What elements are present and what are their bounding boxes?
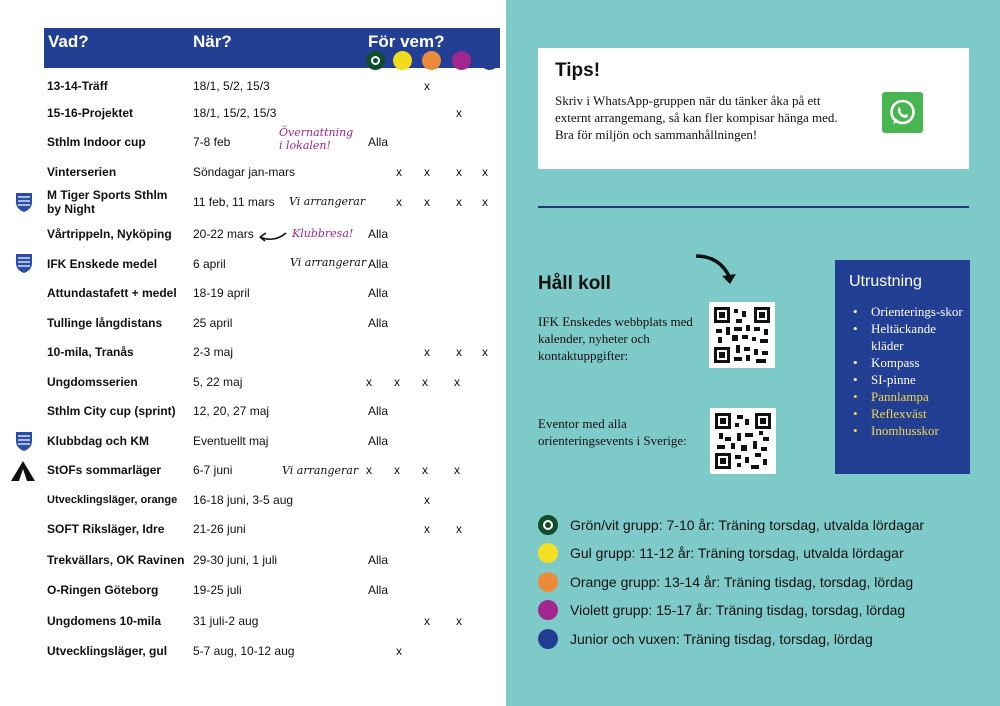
event-when: 19-25 juli bbox=[193, 583, 242, 597]
violet-group-dot bbox=[452, 51, 471, 70]
ifk-logo-icon bbox=[14, 252, 34, 274]
arrow-left-icon bbox=[256, 229, 288, 245]
event-name: Klubbdag och KM bbox=[47, 434, 149, 448]
tips-box bbox=[538, 48, 969, 169]
event-when: 18/1, 5/2, 15/3 bbox=[193, 79, 270, 93]
event-alla: Alla bbox=[368, 135, 389, 149]
ifk-logo-icon bbox=[14, 191, 34, 213]
divider bbox=[538, 206, 969, 208]
event-name: M Tiger Sports Sthlm by Night bbox=[47, 188, 168, 216]
event-when: Söndagar jan-mars bbox=[193, 165, 296, 179]
group-mark: x bbox=[424, 614, 430, 628]
table-row bbox=[0, 345, 506, 373]
event-alla: Alla bbox=[368, 583, 389, 597]
event-alla: Alla bbox=[368, 227, 389, 241]
list-item: • Reflexväst bbox=[849, 405, 967, 422]
table-row bbox=[0, 316, 506, 344]
event-name: Ungdomens 10-mila bbox=[47, 614, 162, 628]
group-mark: x bbox=[424, 195, 430, 209]
list-item: • Inomhusskor bbox=[849, 422, 967, 439]
table-row bbox=[0, 493, 506, 521]
list-item: • SI-pinne bbox=[849, 371, 967, 388]
event-when: 21-26 juni bbox=[193, 522, 246, 536]
table-row bbox=[0, 286, 506, 314]
event-name: Utvecklingsläger, orange bbox=[47, 494, 178, 506]
event-name: Ungdomsserien bbox=[47, 375, 138, 389]
qr-code-icon bbox=[715, 413, 771, 469]
tips-body: Skriv i WhatsApp-gruppen när du tänker åka på ett externt arrangemang, så kan fler kompisar hänga med. Bra för miljön och sammanhållningen! bbox=[555, 93, 838, 142]
group-mark: x bbox=[454, 375, 460, 389]
list-item: • Pannlampa bbox=[849, 388, 967, 405]
hall-koll-title: Håll koll bbox=[538, 273, 611, 294]
note-vi-arrangerar-2: Vi arrangerar bbox=[290, 256, 367, 269]
tips-title: Tips! bbox=[555, 60, 601, 81]
list-item: • Heltäckande kläder bbox=[849, 320, 967, 354]
table-row bbox=[0, 583, 506, 611]
event-alla: Alla bbox=[368, 434, 389, 448]
green-dot-icon bbox=[538, 515, 558, 535]
event-when: 18/1, 15/2, 15/3 bbox=[193, 106, 277, 120]
table-row bbox=[0, 404, 506, 432]
ifk-logo-icon bbox=[14, 430, 34, 452]
note-vi-arrangerar-1: Vi arrangerar bbox=[289, 195, 366, 208]
group-mark: x bbox=[482, 165, 488, 179]
event-alla: Alla bbox=[368, 286, 389, 300]
legend-blue bbox=[538, 627, 978, 651]
legend-label: Violett grupp: 15-17 år: Träning tisdag, torsdag, lördag bbox=[570, 602, 906, 618]
group-mark: x bbox=[394, 375, 400, 389]
utrustning-box bbox=[835, 260, 970, 474]
event-when: 18-19 april bbox=[193, 286, 250, 300]
event-name: Vårtrippeln, Nyköping bbox=[47, 227, 172, 241]
utrustning-title: Utrustning bbox=[849, 273, 922, 290]
table-row bbox=[0, 614, 506, 642]
group-mark: x bbox=[456, 522, 462, 536]
event-name: Trekvällars, OK Ravinen bbox=[47, 553, 185, 567]
note-overnight: Övernattning i lokalen! bbox=[279, 126, 354, 152]
group-mark: x bbox=[424, 345, 430, 359]
group-mark: x bbox=[456, 614, 462, 628]
table-row bbox=[0, 106, 506, 134]
event-when: 11 feb, 11 mars bbox=[193, 195, 275, 209]
event-name: SOFT Riksläger, Idre bbox=[47, 522, 165, 536]
legend-label: Grön/vit grupp: 7-10 år: Träning torsdag, utvalda lördagar bbox=[570, 517, 925, 533]
orange-dot-icon bbox=[538, 572, 558, 592]
event-name: Utvecklingsläger, gul bbox=[47, 644, 168, 658]
group-mark: x bbox=[394, 463, 400, 477]
group-mark: x bbox=[396, 195, 402, 209]
list-item: • Kompass bbox=[849, 354, 967, 371]
group-mark: x bbox=[482, 195, 488, 209]
legend-yellow bbox=[538, 541, 978, 565]
event-when: 5-7 aug, 10-12 aug bbox=[193, 644, 295, 658]
group-mark: x bbox=[424, 79, 430, 93]
table-row bbox=[0, 188, 506, 216]
event-when: 25 april bbox=[193, 316, 233, 330]
whatsapp-icon[interactable] bbox=[882, 92, 923, 133]
group-mark: x bbox=[396, 644, 402, 658]
legend-label: Gul grupp: 11-12 år: Träning torsdag, utvalda lördagar bbox=[570, 545, 904, 561]
orange-group-dot bbox=[422, 51, 441, 70]
yellow-dot-icon bbox=[538, 543, 558, 563]
note-vi-arrangerar-3: Vi arrangerar bbox=[282, 464, 359, 477]
curved-arrow-icon bbox=[692, 250, 742, 290]
table-row bbox=[0, 644, 506, 672]
event-name: 10-mila, Tranås bbox=[47, 345, 134, 359]
event-when: 16-18 juni, 3-5 aug bbox=[193, 493, 294, 507]
table-row bbox=[0, 135, 506, 163]
event-name: IFK Enskede medel bbox=[47, 257, 158, 271]
group-mark: x bbox=[424, 493, 430, 507]
group-mark: x bbox=[456, 345, 462, 359]
table-row bbox=[0, 434, 506, 462]
group-mark: x bbox=[482, 345, 488, 359]
group-mark: x bbox=[456, 195, 462, 209]
schedule-header bbox=[44, 28, 500, 68]
utrustning-list bbox=[849, 303, 967, 439]
event-name: Tullinge långdistans bbox=[47, 316, 163, 330]
event-alla: Alla bbox=[368, 553, 389, 567]
group-mark: x bbox=[366, 375, 372, 389]
table-row bbox=[0, 522, 506, 550]
group-mark: x bbox=[456, 106, 462, 120]
qr-eventor-text: Eventor med alla orienteringsevents i Sverige: bbox=[538, 416, 687, 448]
yellow-group-dot bbox=[393, 51, 412, 70]
legend-label: Orange grupp: 13-14 år: Träning tisdag, torsdag, lördag bbox=[570, 574, 914, 590]
event-alla: Alla bbox=[368, 257, 389, 271]
group-mark: x bbox=[422, 463, 428, 477]
table-row bbox=[0, 553, 506, 581]
event-alla: Alla bbox=[368, 404, 389, 418]
qr-code-eventor[interactable] bbox=[710, 408, 776, 474]
group-mark: x bbox=[424, 522, 430, 536]
table-row bbox=[0, 257, 506, 285]
table-row bbox=[0, 79, 506, 107]
legend-label: Junior och vuxen: Träning tisdag, torsdag, lördag bbox=[570, 631, 873, 647]
tent-icon bbox=[10, 460, 36, 482]
event-when: 6 april bbox=[193, 257, 226, 271]
event-when: 31 juli-2 aug bbox=[193, 614, 259, 628]
event-when: 2-3 maj bbox=[193, 345, 234, 359]
table-row bbox=[0, 227, 506, 255]
event-when: 20-22 mars bbox=[193, 227, 254, 241]
table-row bbox=[0, 375, 506, 403]
event-name: Attundastafett + medel bbox=[47, 286, 177, 300]
qr-code-webbplats[interactable] bbox=[709, 302, 775, 368]
legend-green bbox=[538, 513, 978, 537]
group-mark: x bbox=[366, 463, 372, 477]
group-mark: x bbox=[422, 375, 428, 389]
event-when: 6-7 juni bbox=[193, 463, 233, 477]
event-name: Sthlm City cup (sprint) bbox=[47, 404, 176, 418]
event-when: 5, 22 maj bbox=[193, 375, 243, 389]
group-mark: x bbox=[424, 165, 430, 179]
blue-dot-icon bbox=[538, 629, 558, 649]
group-mark: x bbox=[396, 165, 402, 179]
note-klubbresa: Klubbresa! bbox=[292, 227, 354, 240]
legend-violet bbox=[538, 598, 978, 622]
event-alla: Alla bbox=[368, 316, 389, 330]
event-name: 13-14-Träff bbox=[47, 79, 108, 93]
event-when: 12, 20, 27 maj bbox=[193, 404, 270, 418]
event-when: 7-8 feb bbox=[193, 135, 231, 149]
group-mark: x bbox=[454, 463, 460, 477]
qr-webbplats-text: IFK Enskedes webbplats med kalender, nyheter och kontaktuppgifter: bbox=[538, 314, 693, 363]
group-mark: x bbox=[456, 165, 462, 179]
qr-code-icon bbox=[714, 307, 770, 363]
header-when: När? bbox=[193, 32, 232, 51]
list-item: • Orienterings-skor bbox=[849, 303, 967, 320]
legend-orange bbox=[538, 570, 978, 594]
violet-dot-icon bbox=[538, 600, 558, 620]
event-when: 29-30 juni, 1 juli bbox=[193, 553, 278, 567]
table-row bbox=[0, 463, 506, 491]
green-group-dot bbox=[366, 51, 385, 70]
header-what: Vad? bbox=[48, 32, 89, 51]
event-name: Sthlm Indoor cup bbox=[47, 135, 146, 149]
header-who: För vem? bbox=[368, 32, 445, 51]
event-name: 15-16-Projektet bbox=[47, 106, 134, 120]
blue-group-dot bbox=[480, 51, 499, 70]
event-name: O-Ringen Göteborg bbox=[47, 583, 159, 597]
event-name: Vinterserien bbox=[47, 165, 117, 179]
event-when: Eventuellt maj bbox=[193, 434, 269, 448]
event-name: StOFs sommarläger bbox=[47, 463, 162, 477]
